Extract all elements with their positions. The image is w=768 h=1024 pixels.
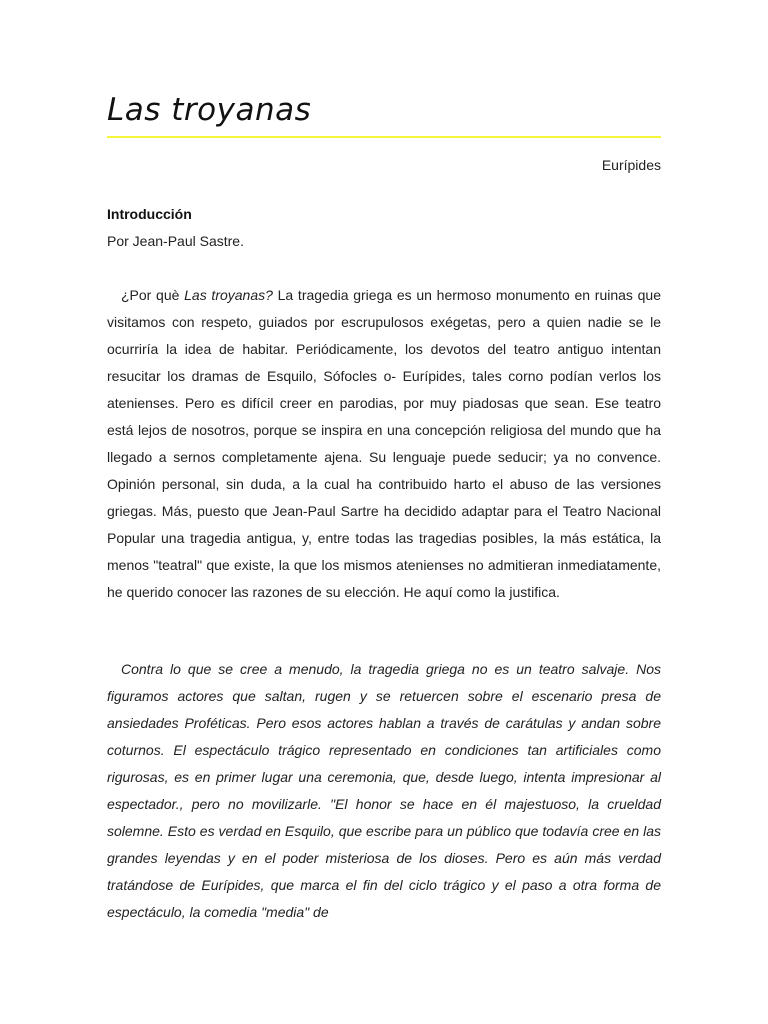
author-name: Eurípides [601,157,661,173]
document-title: Las troyanas [107,92,312,128]
paragraph-1 [107,282,661,606]
paragraph-1-lead: ¿Por què [121,287,185,303]
section-heading: Introducción [107,206,192,222]
byline: Por Jean-Paul Sastre. [107,233,244,249]
paragraph-1-body: La tragedia griega es un hermoso monumento en ruinas que visitamos con respeto, guiados por escrupulosos exégetas, pero a quien nadie se le ocurriría la idea de habitar. Periódicamente, los devotos del teatro antiguo intentan resucitar los dramas de Esquilo, Sófocles o- Eurípides, tales corno podían verlos los atenienses. Pero es difícil creer en parodias, por muy piadosas que sean. Ese teatro está lejos de nosotros, porque se inspira en una concepción religiosa del mundo que ha llegado a sernos completamente ajena. Su lenguaje puede seducir; ya no convence. Opinión personal, sin duda, a la cual ha contribuido harto el abuso de las versiones griegas. Más, puesto que Jean-Paul Sartre ha decidido adaptar para el Teatro Nacional Popular una tragedia antigua, y, entre todas las tragedias posibles, la más estática, la menos "teatral" que existe, la que los mismos atenienses no admitieran inmediatamente, he querido conocer las razones de su elección. He aquí como la justifica. [107,287,661,600]
title-underline [107,136,661,138]
paragraph-1-italic-title: Las troyanas? [184,287,273,303]
paragraph-2: Contra lo que se cree a menudo, la tragedia griega no es un teatro salvaje. Nos figuramos actores que saltan, rugen y se retuercen sobre el escenario presa de ansiedades Proféticas. Pero esos actores hablan a través de carátulas y andan sobre coturnos. El espectáculo trágico representado en condiciones tan artificiales como rigurosas, es en primer lugar una ceremonia, que, desde luego, intenta impresionar al espectador., pero no movilizarle. "El honor se hace en él majestuoso, la crueldad solemne. Esto es verdad en Esquilo, que escribe para un público que todavía cree en las grandes leyendas y en el poder misteriosa de los dioses. Pero es aún más verdad tratándose de Eurípides, que marca el fin del ciclo trágico y el paso a otra forma de espectáculo, la comedia "media" de [107,661,661,920]
